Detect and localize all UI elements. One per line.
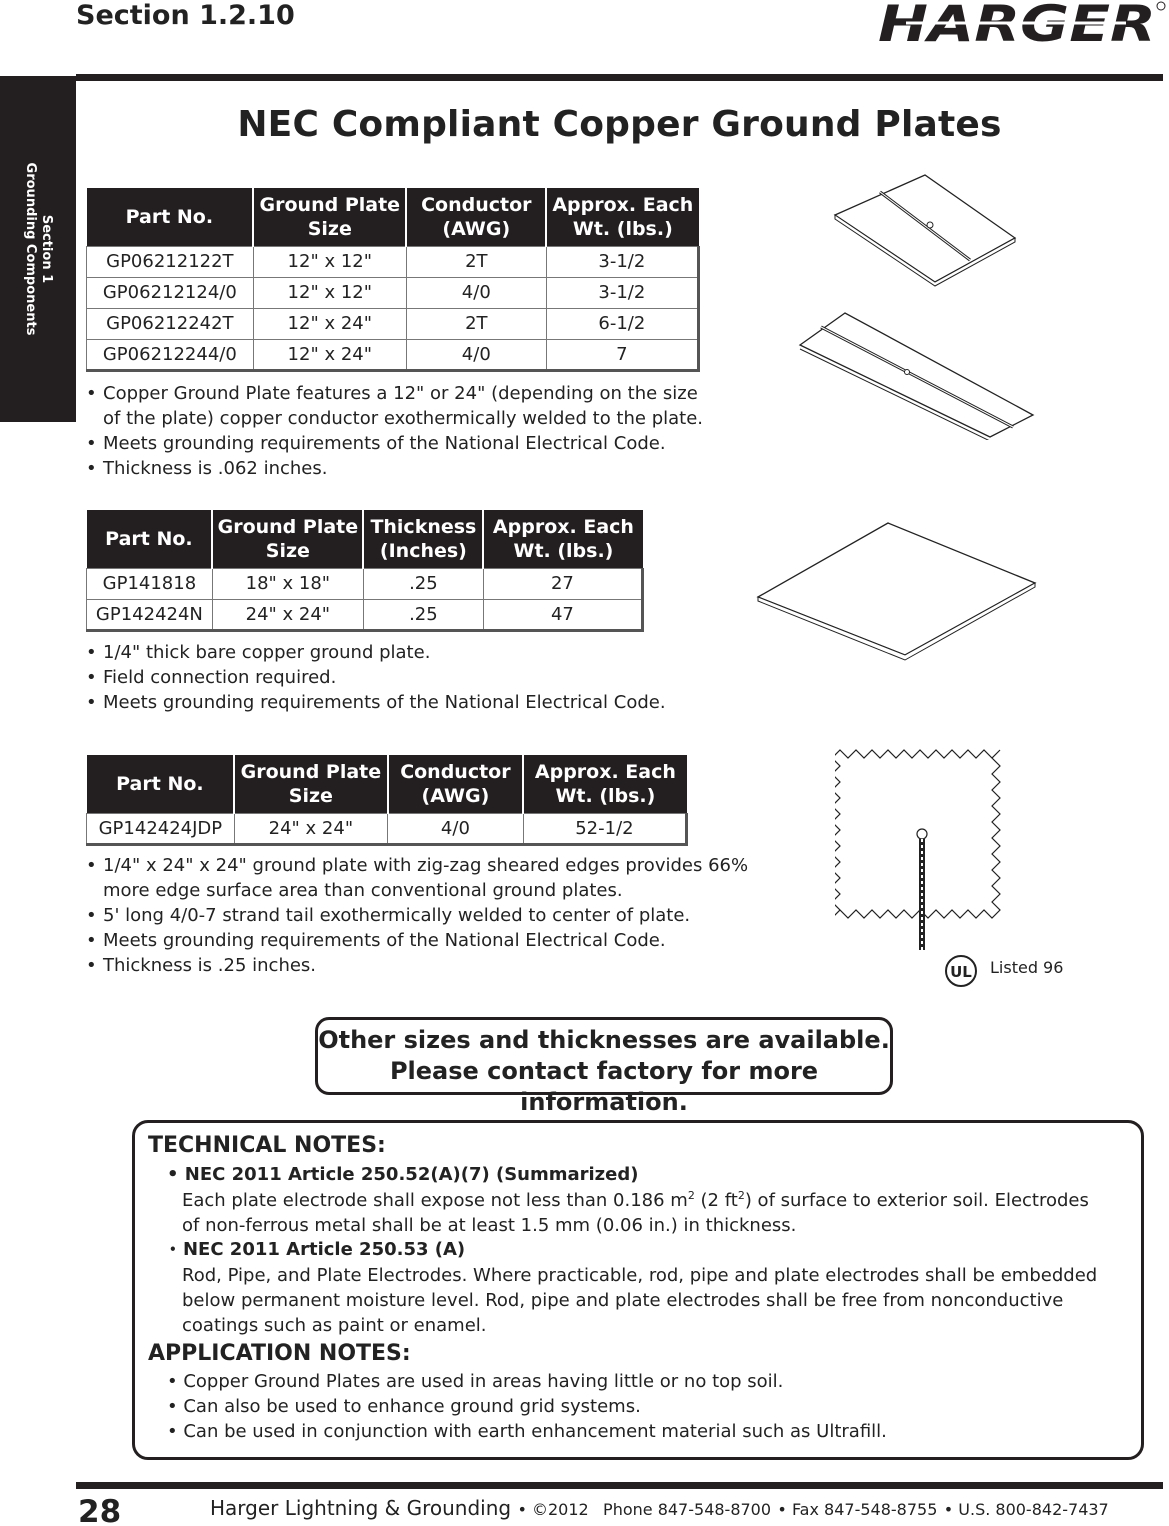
- side-tab-section: Section 1: [39, 214, 54, 284]
- cell-conductor: 4/0: [388, 813, 524, 844]
- tech-note-2-title-text: NEC 2011 Article 250.53 (A): [182, 1239, 466, 1260]
- cell-thickness: .25: [363, 568, 483, 599]
- tech-note-1-text-c: ) of surface to exterior soil. Electrodes: [744, 1190, 1089, 1211]
- zigzag-plate-illustration: [835, 745, 1010, 955]
- footer-contact: Harger Lightning & Grounding • ©2012 Phone 847-548-8700 • Fax 847-548-8755 • U.S. 800-842-7437: [210, 1496, 1109, 1520]
- cell-part-no: GP06212124/0: [87, 277, 254, 308]
- app-note-text: Copper Ground Plates are used in areas having little or no top soil.: [183, 1371, 784, 1392]
- table-zigzag-plate: [86, 755, 688, 846]
- ul-listed-icon: [944, 954, 978, 988]
- list-item: [86, 853, 786, 903]
- footer-company: Harger Lightning & Grounding: [210, 1496, 512, 1520]
- cell-size: 24" x 24": [234, 813, 387, 844]
- application-notes-heading: APPLICATION NOTES:: [148, 1341, 411, 1366]
- table-row: [87, 308, 699, 339]
- cell-weight: 52-1/2: [523, 813, 686, 844]
- cell-part-no: GP142424JDP: [87, 813, 235, 844]
- table-conductor-plates: [86, 188, 700, 372]
- col-part-no: Part No.: [87, 188, 254, 246]
- bullet-text-cont: more edge surface area than conventional ground plates.: [103, 880, 623, 901]
- plate-12x24-illustration: [795, 305, 1035, 440]
- tech-note-2-line3: coatings such as paint or enamel.: [182, 1315, 487, 1336]
- technical-notes-heading: TECHNICAL NOTES:: [148, 1133, 386, 1158]
- bottom-rule: [76, 1482, 1163, 1489]
- table-row: [87, 599, 643, 630]
- col-part-no: Part No.: [87, 510, 213, 568]
- app-note-text: Can also be used to enhance ground grid systems.: [183, 1396, 641, 1417]
- ul-mark-text: UL: [950, 963, 972, 981]
- list-item: • Field connection required.: [86, 665, 766, 690]
- top-rule: [76, 74, 1163, 81]
- harger-logo: [876, 0, 1166, 50]
- page-title: NEC Compliant Copper Ground Plates: [237, 104, 1002, 145]
- col-conductor: Conductor (AWG): [388, 755, 524, 813]
- table2-features: [86, 640, 766, 715]
- cell-weight: 7: [546, 339, 698, 370]
- superscript: 2: [687, 1189, 695, 1202]
- cell-conductor: 4/0: [406, 339, 546, 370]
- cell-conductor: 4/0: [406, 277, 546, 308]
- cell-part-no: GP142424N: [87, 599, 213, 630]
- cell-conductor: 2T: [406, 308, 546, 339]
- page-number: 28: [78, 1494, 122, 1526]
- app-note-text: Can be used in conjunction with earth enhancement material such as Ultrafill.: [183, 1421, 887, 1442]
- table1-features: [86, 381, 766, 481]
- footer-fax: Fax 847-548-8755: [791, 1500, 938, 1519]
- cell-part-no: GP06212122T: [87, 246, 254, 277]
- tech-note-1-text-b: (2 ft: [694, 1190, 738, 1211]
- col-plate-size: Ground Plate Size: [234, 755, 387, 813]
- footer-us-phone: U.S. 800-842-7437: [958, 1500, 1109, 1519]
- table-row: [87, 568, 643, 599]
- list-item: • Thickness is .062 inches.: [86, 456, 766, 481]
- cell-weight: 3-1/2: [546, 277, 698, 308]
- cell-part-no: GP06212242T: [87, 308, 254, 339]
- cell-size: 12" x 24": [253, 339, 406, 370]
- app-note-3: • Can be used in conjunction with earth enhancement material such as Ultrafill.: [167, 1421, 887, 1442]
- cell-size: 12" x 12": [253, 277, 406, 308]
- cell-weight: 3-1/2: [546, 246, 698, 277]
- col-weight: Approx. Each Wt. (lbs.): [523, 755, 686, 813]
- section-label: Section 1.2.10: [76, 0, 295, 31]
- col-thickness: Thickness (Inches): [363, 510, 483, 568]
- table-row: [87, 813, 687, 844]
- bullet-text: Copper Ground Plate features a 12" or 24" (depending on the size: [103, 383, 698, 404]
- availability-notice: [315, 1017, 893, 1116]
- cell-weight: 27: [483, 568, 642, 599]
- plate-12x12-illustration: [830, 170, 1020, 290]
- plate-bare-illustration: [750, 515, 1040, 665]
- cell-part-no: GP06212244/0: [87, 339, 254, 370]
- table-bare-plates: [86, 510, 644, 632]
- tech-note-1-line1: [182, 1188, 1089, 1213]
- bullet-text-cont: of the plate) copper conductor exothermically welded to the plate.: [103, 408, 704, 429]
- app-note-2: • Can also be used to enhance ground grid systems.: [167, 1396, 641, 1417]
- cell-weight: 6-1/2: [546, 308, 698, 339]
- app-note-1: • Copper Ground Plates are used in areas having little or no top soil.: [167, 1371, 784, 1392]
- cell-part-no: GP141818: [87, 568, 213, 599]
- tech-note-1-text-a: Each plate electrode shall expose not less than 0.186 m: [182, 1190, 688, 1211]
- list-item: • 5' long 4/0-7 strand tail exothermically welded to center of plate.: [86, 903, 786, 928]
- cell-size: 24" x 24": [212, 599, 363, 630]
- tech-note-1-title-text: NEC 2011 Article 250.52(A)(7) (Summarized): [184, 1164, 639, 1185]
- list-item: • 1/4" thick bare copper ground plate.: [86, 640, 766, 665]
- list-item: • Meets grounding requirements of the National Electrical Code.: [86, 431, 766, 456]
- tech-note-1-title: • NEC 2011 Article 250.52(A)(7) (Summarized): [167, 1164, 639, 1185]
- col-weight: Approx. Each Wt. (lbs.): [483, 510, 642, 568]
- table-row: [87, 277, 699, 308]
- table-row: [87, 339, 699, 370]
- tech-note-2-title: • NEC 2011 Article 250.53 (A): [169, 1239, 466, 1260]
- tech-note-2-line1: Rod, Pipe, and Plate Electrodes. Where practicable, rod, pipe and plate electrodes shall be embedded: [182, 1265, 1098, 1286]
- side-tab-text: [22, 89, 54, 409]
- cell-thickness: .25: [363, 599, 483, 630]
- side-tab-category: Grounding Components: [23, 162, 38, 336]
- table3-features: [86, 853, 786, 978]
- list-item: • Thickness is .25 inches.: [86, 953, 786, 978]
- cell-conductor: 2T: [406, 246, 546, 277]
- cell-size: 18" x 18": [212, 568, 363, 599]
- cell-size: 12" x 24": [253, 308, 406, 339]
- footer-phone: Phone 847-548-8700: [603, 1500, 772, 1519]
- tech-note-1-line2: of non-ferrous metal shall be at least 1.5 mm (0.06 in.) in thickness.: [182, 1215, 797, 1236]
- table-row: [87, 246, 699, 277]
- superscript: 2: [737, 1189, 745, 1202]
- cell-weight: 47: [483, 599, 642, 630]
- col-conductor: Conductor (AWG): [406, 188, 546, 246]
- list-item: • Meets grounding requirements of the National Electrical Code.: [86, 928, 786, 953]
- col-weight: Approx. Each Wt. (lbs.): [546, 188, 698, 246]
- notice-line1: Other sizes and thicknesses are available.: [318, 1026, 890, 1054]
- cell-size: 12" x 12": [253, 246, 406, 277]
- col-part-no: Part No.: [87, 755, 235, 813]
- col-plate-size: Ground Plate Size: [253, 188, 406, 246]
- list-item: [86, 381, 766, 431]
- harger-logo-text: HARGER: [878, 0, 1156, 50]
- notice-line2: Please contact factory for more information.: [389, 1057, 819, 1116]
- tech-note-2-line2: below permanent moisture level. Rod, pipe and plate electrodes shall be free from nonconductive: [182, 1290, 1064, 1311]
- list-item: • Meets grounding requirements of the National Electrical Code.: [86, 690, 766, 715]
- bullet-text: 1/4" x 24" x 24" ground plate with zig-zag sheared edges provides 66%: [103, 855, 749, 876]
- footer-copyright: ©2012: [531, 1500, 589, 1519]
- col-plate-size: Ground Plate Size: [212, 510, 363, 568]
- ul-listed-text: Listed 96: [990, 958, 1064, 977]
